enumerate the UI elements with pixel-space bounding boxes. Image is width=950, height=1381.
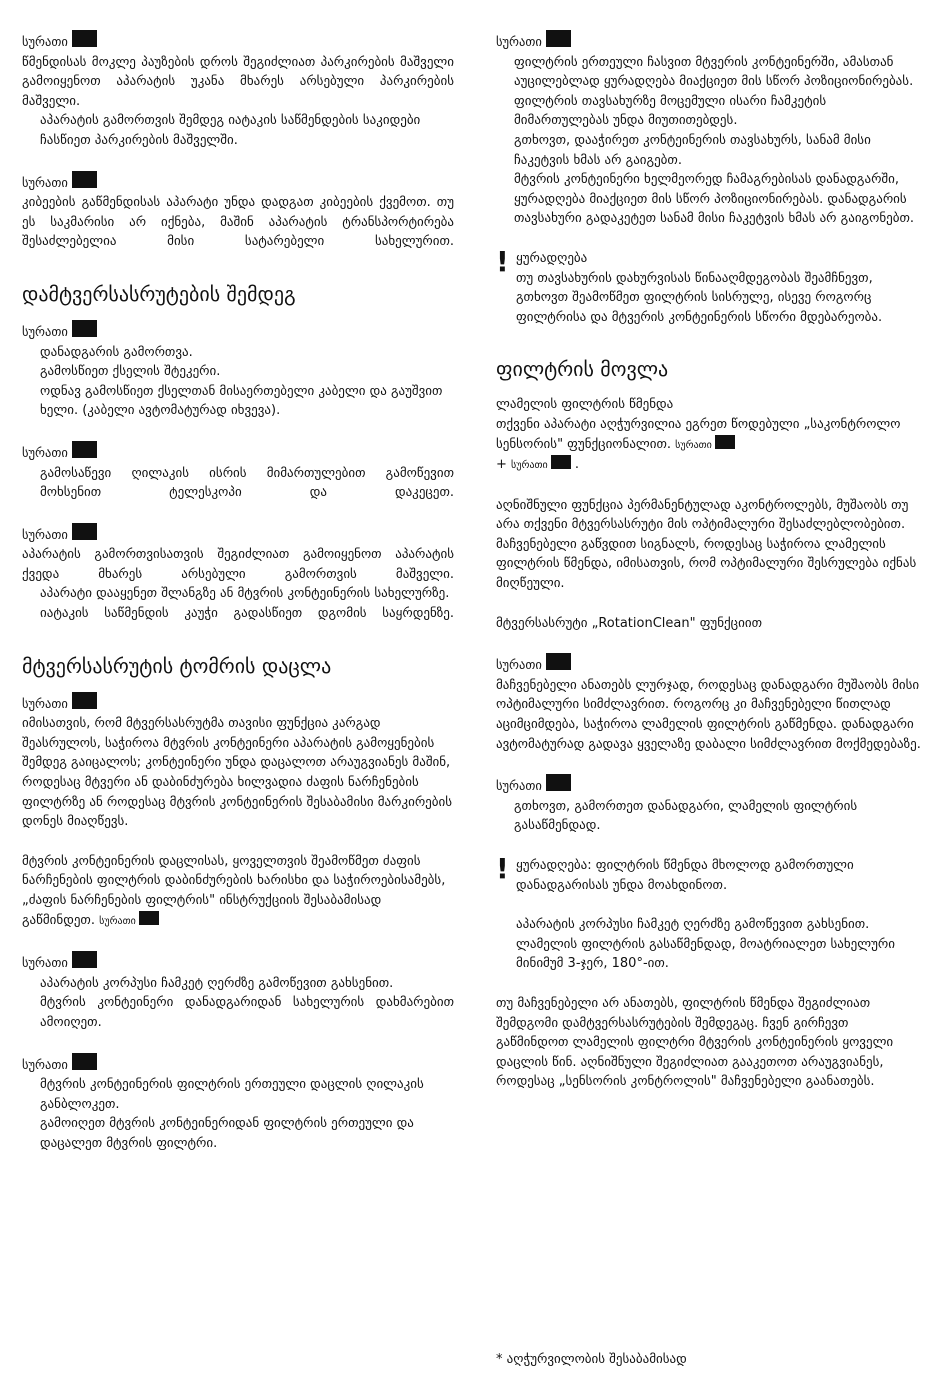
figure-placeholder-icon — [72, 171, 97, 188]
step-switch-off: დანადგარის გამორთვა. — [40, 344, 193, 360]
figure-ref: სურათი — [22, 692, 454, 715]
figure-placeholder-icon — [546, 774, 571, 791]
figure-ref: სურათი — [22, 1053, 454, 1076]
remove-container-step: მტვრის კონტეინერი დანადგარიდან სახელურის დახმარებით ამოიღეთ. — [40, 995, 454, 1030]
warning-title: ყურადღება — [516, 250, 588, 266]
rotation-clean-title: მტვერსასრუტი „RotationClean" ფუნქციით — [496, 615, 762, 631]
step-rewind-cable: ოდნავ გამოსწიეთ ქსელთან მისაერთებელი კაბელი და გაუშვით ხელი. (კაბელი ავტომატურად იხვევა). — [40, 383, 443, 419]
warning-title: ყურადღება: ფილტრის წმენდა მხოლოდ გამორთული დანადგარისას უნდა მოახდინოთ. — [516, 858, 854, 893]
figure-ref: სურათი — [22, 171, 454, 194]
parking-aid-step: აპარატის გამორთვის შემდეგ იატაკის საწმენდების საკიდები ჩასწიეთ პარკირების მაშველში. — [40, 113, 421, 148]
parking-aid-text: წმენდისას მოკლე პაუზების დროს შეგიძლიათ პარკირების მაშველი გამოიყენოთ აპარატის უკანა მხარეს არსებული პარკირების მაშველი. — [22, 54, 454, 109]
rotate-handle-step: ლამელის ფილტრის გასაწმენდად, მოატრიალეთ სახელური მინიმუმ 3-ჯერ, 180°-ით. — [516, 936, 895, 972]
figure-ref: სურათი — [496, 653, 924, 676]
footnote: * აღჭურვილობის შესაბამისად — [496, 1352, 687, 1367]
open-housing-step: აპარატის კორპუსი ჩამკეტ ღერძზე გამოწევით გახსენით. — [40, 975, 394, 991]
reinsert-container-step: მტვრის კონტეინერი ხელმეორედ ჩამაგრებისას დანადგარში, ყურადღება მიაქციეთ მის სწორ პოზიციონირებას. დანადგარის თავსახური გადაკეტეთ სანამ მისი ჩაკეტვის ხმას არ გაიგონებთ. — [514, 172, 914, 227]
figure-ref: სურათი — [22, 523, 454, 546]
figure-placeholder-icon — [72, 1053, 97, 1070]
figure-ref: სურათი — [496, 30, 924, 53]
figure-placeholder-icon — [72, 523, 97, 540]
lint-filter-text: მტვრის კონტეინერის დაცლისას, ყოველთვის შეამოწმეთ ძაფის ნარჩენების ფილტრის დაბინძურების ხარისხი და საჭიროებისამებს, „ძაფის ნარჩენების ფილტრის" ინსტრუქციის შესაბამისად გაწმინდეთ. სურათი — [22, 853, 446, 928]
warning-exclamation-icon: ! — [496, 852, 509, 885]
figure-ref: სურათი — [22, 30, 454, 53]
figure-placeholder-icon — [72, 441, 97, 458]
telescope-text: გამოსაწევი ღილაკის ისრის მიმართულებით გამოწევით მოხსენით ტელესკოპი და დაკეცეთ. — [40, 465, 454, 501]
figure-ref: სურათი — [22, 951, 454, 974]
figure-placeholder-icon — [715, 435, 735, 449]
sensor-feature-text: თქვენი აპარატი აღჭურვილია ეგრეთ წოდებული „საკონტროლო სენსორის" ფუნქციონალით. სურათი — [496, 416, 901, 452]
figure-placeholder-icon — [72, 951, 97, 968]
right-column — [496, 30, 924, 1092]
stairs-text: კიბეების გაწმენდისას აპარატი უნდა დადგათ კიბეების ქვემოთ. თუ ეს საკმარისი არ იქნება, მაშინ აპარატის ტრანსპორტირება შესაძლებელია მისი სატარებელი სახელურით. — [22, 195, 454, 250]
final-recommendation: თუ მაჩვენებელი არ ანათებს, ფილტრის წმენდა შეგიძლიათ შემდგომი დამტვერსასრუტების შემდეგაც. ჩვენ გირჩევთ გაწმინდოთ ლამელის ფილტრი მტვერის კონტეინერის ყოველი დაცლის წინ. აღნიშნული შეგიძლიათ გააკეთოთ არაუგვიანეს, როდესაც „სენსორის კონტროლის" მაჩვენებელი გაანათებს. — [496, 995, 894, 1090]
unlock-filter-step: მტვრის კონტეინერის ფილტრის ერთეული დაცლის ღილაკის განბლოკეთ. — [40, 1077, 424, 1112]
sensor-description: აღნიშნული ფუნქცია პერმანენტულად აკონტროლებს, მუშაობს თუ არა თქვენი მტვერსასრუტი მის ოპტიმალური შესაძლებლობებით. მაჩვენებელი გაწვდით სიგნალს, როდესაც საჭიროა ლამელის ფილტრის წმენდა, იმისათვის, რომ ოპტიმალური შესრულება იქნას მიღწეული. — [496, 497, 917, 592]
open-housing-step: აპარატის კორპუსი ჩამკეტ ღერძზე გამოწევით გახსენით. — [516, 917, 870, 933]
figure-placeholder-icon — [546, 653, 571, 670]
figure-placeholder-icon — [546, 30, 571, 47]
left-column — [22, 30, 454, 1154]
storage-aid-text: აპარატის გამორთვისათვის შეგიძლიათ გამოიყენოთ აპარატის ქვედა მხარეს არსებული გამორთვის მაშველი. — [22, 547, 454, 582]
insert-filter-step: ფილტრის ერთეული ჩასვით მტვერის კონტეინერში, ამასთან აუცილებლად ყურადღება მიაქციეთ მის სწორ პოზიციონირებას. ფილტრის თავსახურზე მოცემული ისარი ჩამკეტის მიმართულებას უნდა მიუთითებდეს. — [514, 54, 914, 129]
figure-ref-plus: + სურათი . — [496, 457, 579, 473]
figure-placeholder-icon — [139, 911, 159, 925]
storage-step-2: იატაკის საწმენდის კაუჭი გადასწიეთ დგომის საყრდენზე. — [40, 606, 454, 622]
figure-placeholder-icon — [72, 320, 97, 337]
warning-filter-cleaning — [496, 852, 924, 974]
empty-filter-step: გამოიღეთ მტვრის კონტეინერიდან ფილტრის ერთეული და დაცალეთ მტვრის ფილტრი. — [40, 1116, 414, 1151]
empty-container-text: იმისათვის, რომ მტვერსასრუტმა თავისი ფუნქცია კარგად შეასრულოს, საჭიროა მტვრის კონტეინერი აპარატის გამოყენების შემდეგ გაიცალოს; კონტეინერი უნდა დაცალოთ არაუგვიანეს მაშინ, როდესაც მტვერი ან დაბინძურება ხილვადია ძაფის ნარჩენების ფილტრზე ან როდესაც მტვრის კონტეინერის შესაბამისი მარკირების დონეს მიაღწევს. — [22, 716, 453, 830]
section-heading-filter-care: ფილტრის მოვლა — [496, 357, 669, 382]
step-unplug: გამოსწიეთ ქსელის შტეკერი. — [40, 364, 221, 380]
warning-lid — [496, 244, 924, 327]
figure-placeholder-icon — [551, 455, 571, 469]
figure-placeholder-icon — [72, 30, 97, 47]
indicator-description: მაჩვენებელი ანათებს ლურჯად, როდესაც დანადგარი მუშაობს მისი ოპტიმალური სიმძლავრით. როგორც კი მაჩვენებელი წითლად აციმციმდება, საჭიროა ლამელის ფილტრის გაწმენდა. დანადგარი ავტომატურად გადავა ყველაზე დაბალი სიმძლავრით მოქმედებაზე. — [496, 677, 921, 752]
storage-step-1: აპარატი დააყენეთ შლანგზე ან მტვრის კონტეინერის სახელურზე. — [40, 586, 450, 602]
section-heading-after-vacuuming: დამტვერსასრუტების შემდეგ — [22, 281, 296, 306]
section-heading-empty-bag: მტვერსასრუტის ტომრის დაცლა — [22, 653, 332, 678]
switch-off-to-clean-step: გთხოვთ, გამორთეთ დანადგარი, ლამელის ფილტრის გასაწმენდად. — [514, 798, 858, 834]
warning-text: თუ თავსახურის დახურვისას წინააღმდეგობას შეამჩნევთ, გთხოვთ შეამოწმეთ ფილტრის სისრულე, ისევე როგორც ფილტრისა და მტვერის კონტეინერის სწორი მდებარეობა. — [516, 270, 883, 325]
warning-exclamation-icon: ! — [496, 244, 509, 278]
figure-ref: სურათი — [22, 441, 454, 464]
press-lid-step: გთხოვთ, დააჭირეთ კონტეინერის თავსახურს, სანამ მისი ჩაკეტვის ხმას არ გაიგებთ. — [514, 132, 871, 168]
figure-ref: სურათი — [496, 774, 924, 797]
figure-placeholder-icon — [72, 692, 97, 709]
lamellar-title: ლამელის ფილტრის წმენდა — [496, 397, 674, 413]
figure-ref: სურათი — [22, 320, 454, 343]
